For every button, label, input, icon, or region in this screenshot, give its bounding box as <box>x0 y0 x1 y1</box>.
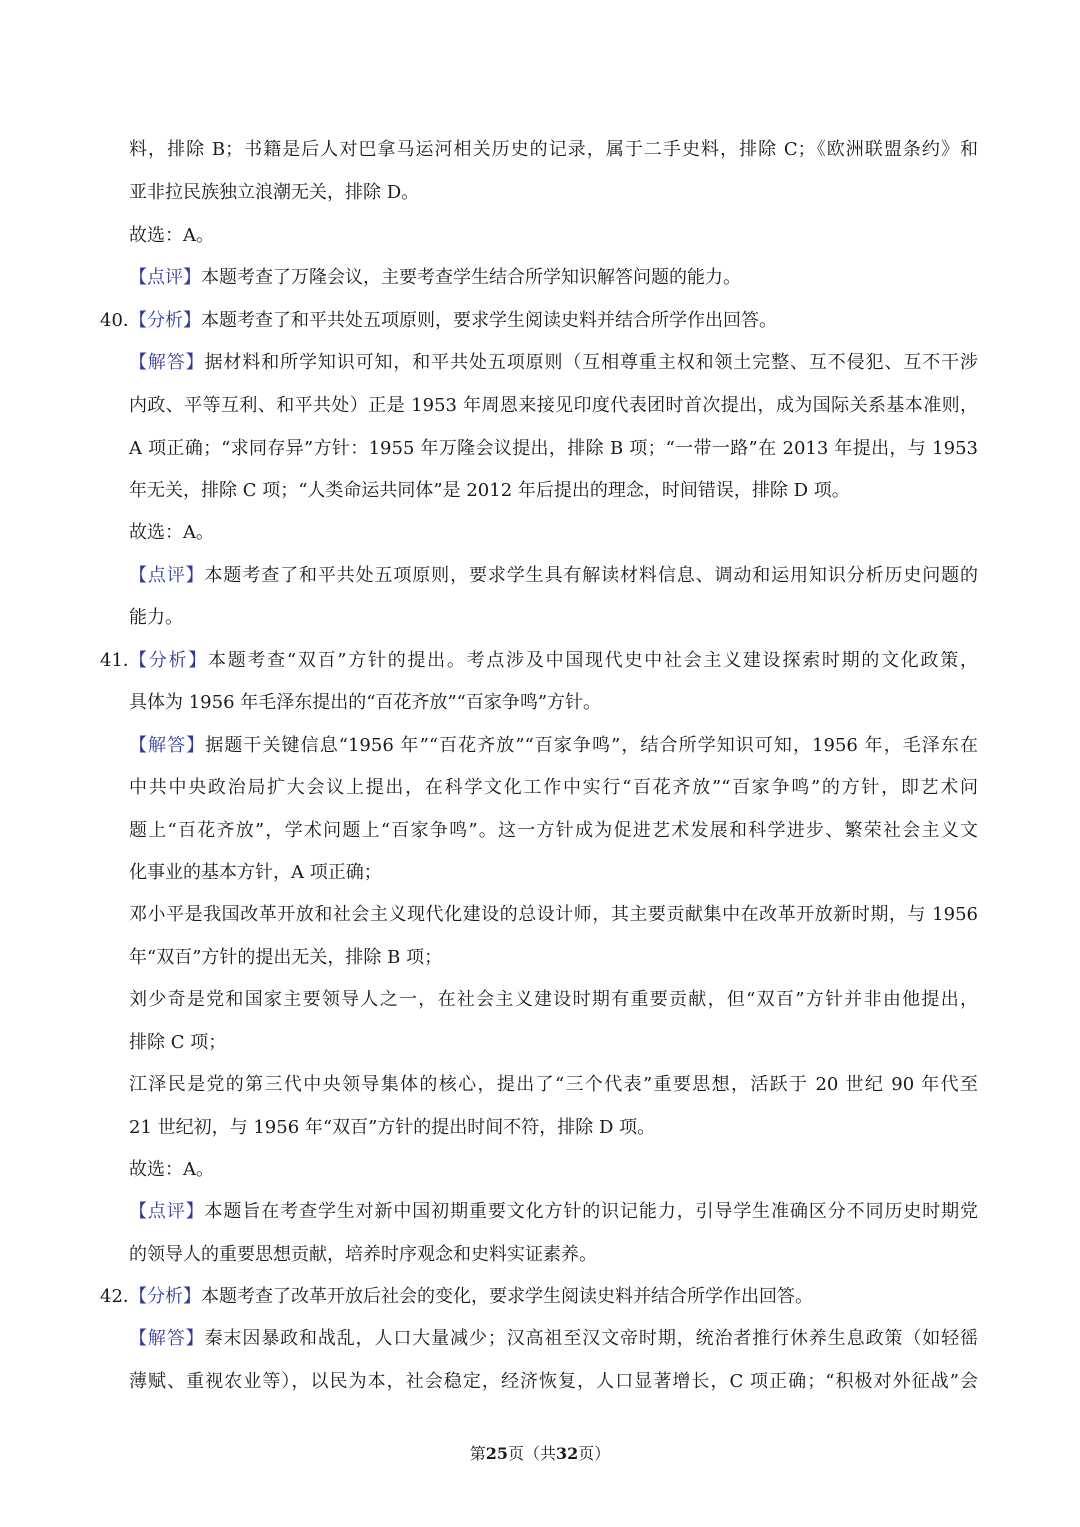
text-line: 刘少奇是党和国家主要领导人之一，在社会主义建设时期有重要贡献，但“双百”方针并非由他提出， <box>129 989 978 1010</box>
comment-tag: 【点评】 <box>129 1201 205 1222</box>
text-line: 具体为 1956 年毛泽东提出的“百花齐放”“百家争鸣”方针。 <box>129 692 602 713</box>
text-line: 【点评】本题考查了万隆会议，主要考查学生结合所学知识解答问题的能力。 <box>129 267 741 288</box>
question-number: 40． <box>100 310 141 331</box>
text-line: 料，排除 B；书籍是后人对巴拿马运河相关历史的记录，属于二手史料，排除 C；《欧洲联盟条约》和 <box>129 139 978 160</box>
text-line: 排除 C 项； <box>129 1032 227 1053</box>
text-line: 的领导人的重要思想贡献，培养时序观念和史料实证素养。 <box>129 1244 597 1265</box>
page-total: 32 <box>556 1444 579 1463</box>
question-42-analysis: 42． 【分析】本题考查了改革开放后社会的变化，要求学生阅读史料并结合所学作出回答。 <box>100 1286 813 1307</box>
question-number: 41． <box>100 650 141 671</box>
analysis-tag: 【分析】 <box>129 650 208 671</box>
analysis-tag: 【分析】 <box>129 1286 201 1307</box>
text-line: A 项正确；“求同存异”方针：1955 年万隆会议提出，排除 B 项；“一带一路”在 2013 年提出，与 1953 <box>129 438 978 459</box>
comment-tag: 【点评】 <box>129 565 205 586</box>
page-footer: 第25页（共32页） <box>469 1444 611 1463</box>
text-line: 能力。 <box>129 607 183 628</box>
answer-tag: 【解答】 <box>129 1328 205 1349</box>
text-line: 亚非拉民族独立浪潮无关，排除 D。 <box>129 182 420 203</box>
question-number: 42． <box>100 1286 141 1307</box>
text-line: 江泽民是党的第三代中央领导集体的核心，提出了“三个代表”重要思想，活跃于 20 世纪 90 年代至 <box>129 1074 978 1095</box>
text-line: 21 世纪初，与 1956 年“双百”方针的提出时间不符，排除 D 项。 <box>129 1117 656 1138</box>
text-line: 薄赋、重视农业等），以民为本，社会稳定，经济恢复，人口显著增长，C 项正确；“积极对外征战”会 <box>129 1371 978 1392</box>
question-40-analysis: 40． 【分析】本题考查了和平共处五项原则，要求学生阅读史料并结合所学作出回答。 <box>100 310 777 331</box>
text-line: 年“双百”方针的提出无关，排除 B 项； <box>129 947 443 968</box>
answer-tag: 【解答】 <box>129 735 206 756</box>
text-line: 【解答】据题干关键信息“1956 年”“百花齐放”“百家争鸣”，结合所学知识可知，1956 年，毛泽东在 <box>129 735 978 756</box>
text-line: 邓小平是我国改革开放和社会主义现代化建设的总设计师，其主要贡献集中在改革开放新时期，与 1956 <box>129 904 978 925</box>
text-line: 【解答】据材料和所学知识可知，和平共处五项原则（互相尊重主权和领土完整、互不侵犯、互不干涉 <box>129 352 978 373</box>
page-number: 25 <box>485 1444 508 1463</box>
text-line: 【点评】本题考查了和平共处五项原则，要求学生具有解读材料信息、调动和运用知识分析历史问题的 <box>129 565 978 586</box>
text-line: 故选：A。 <box>129 225 214 246</box>
text-line: 故选：A。 <box>129 522 214 543</box>
answer-tag: 【解答】 <box>129 352 205 373</box>
text-line: 年无关，排除 C 项；“人类命运共同体”是 2012 年后提出的理念，时间错误，排除 D 项。 <box>129 480 850 501</box>
text-line: 题上“百花齐放”，学术问题上“百家争鸣”。这一方针成为促进艺术发展和科学进步、繁荣社会主义文 <box>129 820 978 841</box>
question-41-analysis: 41． 【分析】本题考查“双百”方针的提出。考点涉及中国现代史中社会主义建设探索时期的文化政策， <box>100 650 979 671</box>
text-line: 中共中央政治局扩大会议上提出，在科学文化工作中实行“百花齐放”“百家争鸣”的方针，即艺术问 <box>129 777 978 798</box>
text-line: 内政、平等互利、和平共处）正是 1953 年周恩来接见印度代表团时首次提出，成为国际关系基本准则， <box>129 395 978 416</box>
text-line: 【点评】本题旨在考查学生对新中国初期重要文化方针的识记能力，引导学生准确区分不同历史时期党 <box>129 1201 978 1222</box>
comment-tag: 【点评】 <box>129 267 201 288</box>
text-line: 化事业的基本方针，A 项正确； <box>129 862 382 883</box>
text-line: 故选：A。 <box>129 1159 214 1180</box>
text-line: 【解答】秦末因暴政和战乱，人口大量减少；汉高祖至汉文帝时期，统治者推行休养生息政策（如轻徭 <box>129 1328 978 1349</box>
analysis-tag: 【分析】 <box>129 310 201 331</box>
